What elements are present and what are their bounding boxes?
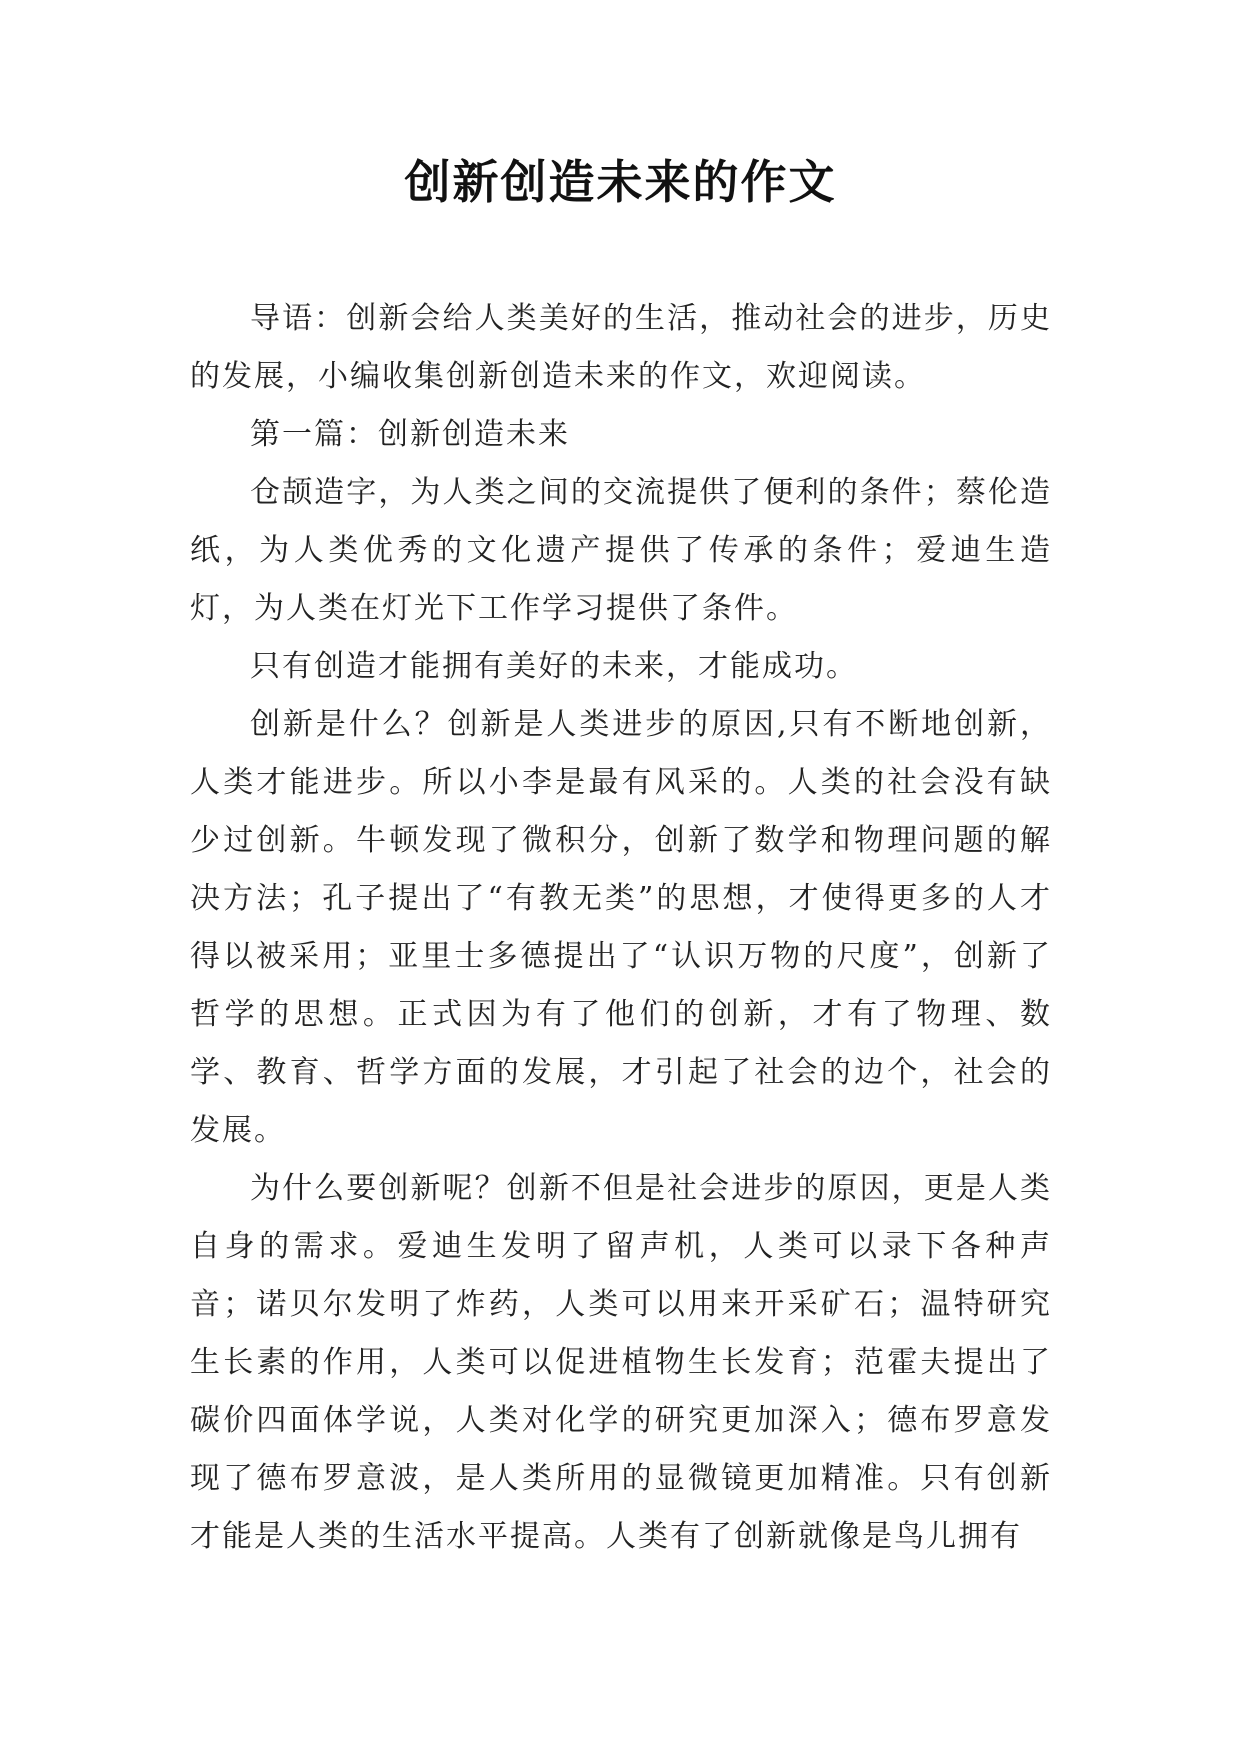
- body-paragraph: 仓颉造字，为人类之间的交流提供了便利的条件；蔡伦造纸，为人类优秀的文化遗产提供了传承的条件；爱迪生造灯，为人类在灯光下工作学习提供了条件。: [190, 475, 1052, 626]
- section-heading: 第一篇：创新创造未来: [250, 417, 570, 452]
- document-title: 创新创造未来的作文: [404, 155, 837, 209]
- body-paragraph: 只有创造才能拥有美好的未来，才能成功。: [250, 649, 858, 684]
- body-paragraph: 创新是什么？创新是人类进步的原因,只有不断地创新，人类才能进步。所以小李是最有风采的。人类的社会没有缺少过创新。牛顿发现了微积分，创新了数学和物理问题的解决方法；孔子提出了“有教无类”的思想，才使得更多的人才得以被采用；亚里士多德提出了“认识万物的尺度”，创新了哲学的思想。正式因为有了他们的创新，才有了物理、数学、教育、哲学方面的发展，才引起了社会的边个，社会的发展。: [190, 707, 1052, 1148]
- intro-paragraph: 导语：创新会给人类美好的生活，推动社会的进步，历史的发展，小编收集创新创造未来的作文，欢迎阅读。: [190, 301, 1052, 394]
- body-paragraph: 为什么要创新呢？创新不但是社会进步的原因，更是人类自身的需求。爱迪生发明了留声机，人类可以录下各种声音；诺贝尔发明了炸药，人类可以用来开采矿石；温特研究生长素的作用，人类可以促进植物生长发育；范霍夫提出了碳价四面体学说，人类对化学的研究更加深入；德布罗意发现了德布罗意波，是人类所用的显微镜更加精准。只有创新才能是人类的生活水平提高。人类有了创新就像是鸟儿拥有: [190, 1171, 1052, 1554]
- document-body: [190, 290, 1052, 1566]
